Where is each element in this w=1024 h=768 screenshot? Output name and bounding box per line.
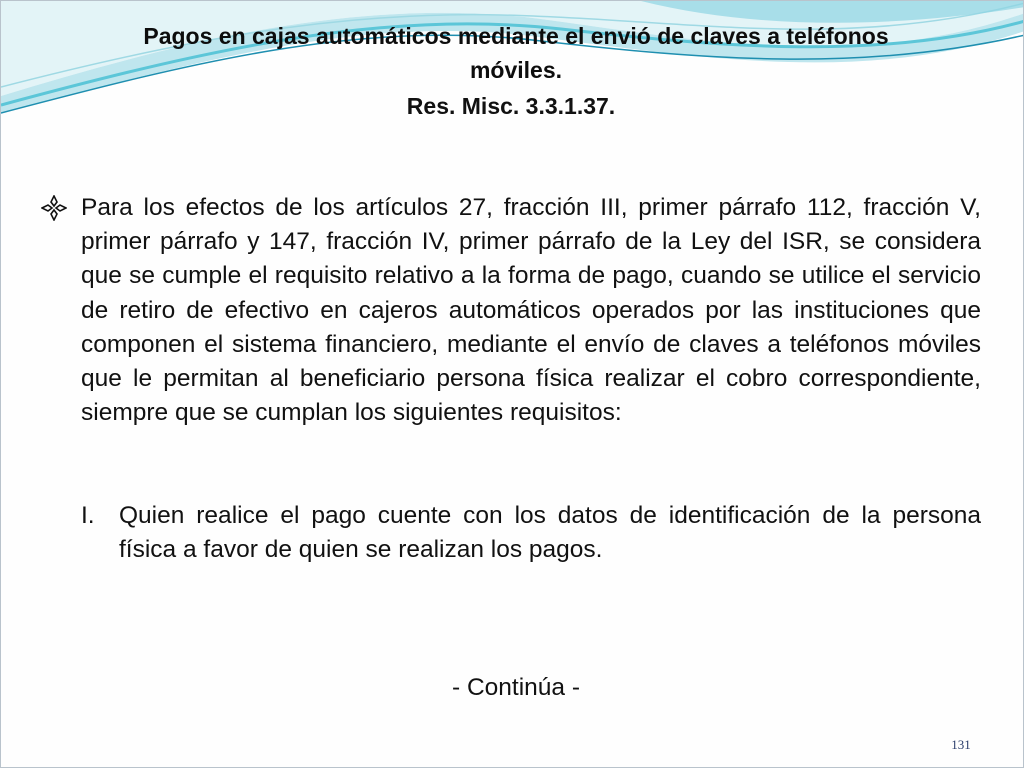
diamond-bullet-icon — [41, 195, 67, 221]
list-item-text: Quien realice el pago cuente con los datos de identificación de la persona física a favor de quien se realizan los pagos. — [119, 502, 981, 564]
list-item-number: I. — [81, 502, 95, 529]
bullet-paragraph — [41, 191, 981, 430]
list-item — [81, 499, 981, 567]
page-number: 131 — [951, 737, 971, 752]
continues-label: - Continúa - — [451, 674, 580, 701]
slide-subtitle: Res. Misc. 3.3.1.37. — [406, 93, 616, 119]
slide-title: Pagos en cajas automáticos mediante el envió de claves a teléfonos móviles. — [143, 23, 889, 83]
bullet-paragraph-text: Para los efectos de los artículos 27, fracción III, primer párrafo 112, fracción V, primer párrafo y 147, fracción IV, primer párrafo de la Ley del ISR, se considera que se cumple el requisito relativo a la forma de pago, cuando se utilice el servicio de retiro de efectivo en cajeros automáticos operados por las instituciones que componen el sistema financiero, mediante el envío de claves a teléfonos móviles que le permitan al beneficiario persona física realizar el cobro correspondiente, siempre que se cumplan los siguientes requisitos: — [81, 194, 981, 427]
